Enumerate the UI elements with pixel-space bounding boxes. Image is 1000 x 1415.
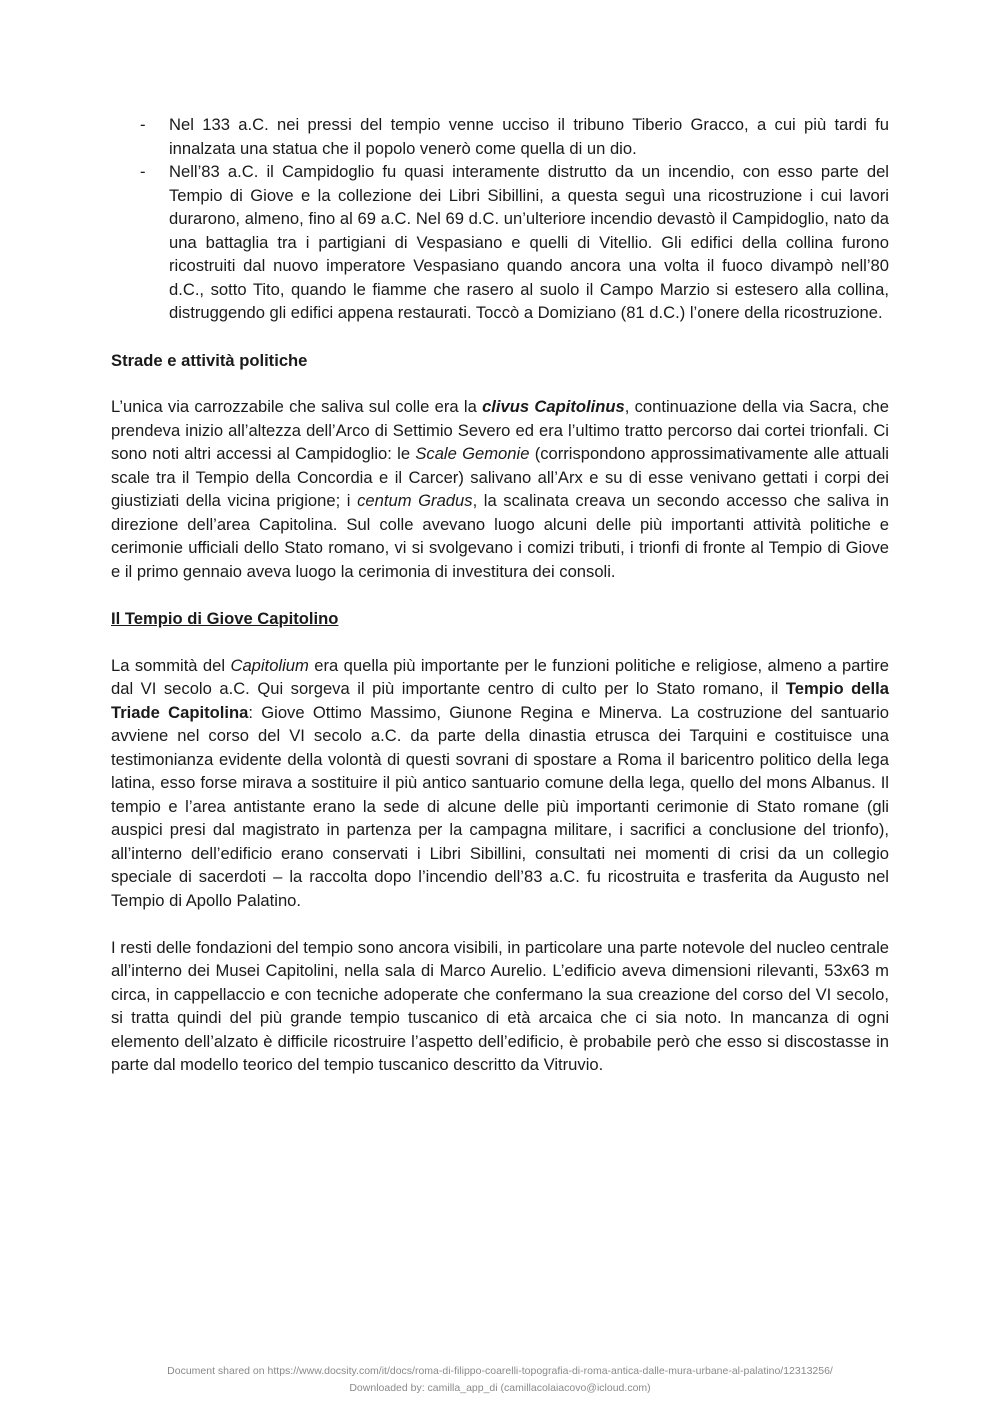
list-item-text: Nell’83 a.C. il Campidoglio fu quasi interamente distrutto da un incendio, con esso parte del Tempio di Giove e la collezione dei Libri Sibillini, a questa seguì una ricostruzione i cui lavori durarono, almeno, fino al 69 a.C. Nel 69 d.C. un’ulteriore incendio devastò il Campidoglio, nato da una battaglia tra i partigiani di Vespasiano e quelli di Vitellio. Gli edifici della collina furono ricostruiti dal nuovo imperatore Vespasiano quando ancora una volta il fuoco divampò nell’80 d.C., sotto Tito, quando le fiamme che rasero al suolo il Campo Marzio si estesero alla collina, distruggendo gli edifici appena restaurati. Toccò a Domiziano (81 d.C.) l’onere della ricostruzione. xyxy=(169,162,889,322)
paragraph-strade xyxy=(111,395,889,583)
bullet-dash: - xyxy=(140,162,146,181)
paragraph-tempio-2: I resti delle fondazioni del tempio sono ancora visibili, in particolare una parte notevole del nucleo centrale all’interno dei Musei Capitolini, nella sala di Marco Aurelio. L’edificio aveva dimensioni rilevanti, 53x63 m circa, in cappellaccio e con tecniche adoperate che confermano la sua creazione del corso del VI secolo, si tratta quindi del più grande tempio tuscanico di età arcaica che ci sia noto. In mancanza di ogni elemento dell’alzato è difficile ricostruire l’aspetto dell’edificio, è probabile però che esso si discostasse in parte dal modello teorico del tempio tuscanico descritto da Vitruvio. xyxy=(111,937,889,1074)
text-run: era quella più importante per le funzioni politiche e religiose, almeno a partire dal VI secolo a.C. Qui sorgeva il più importante centro di culto per lo Stato romano, il xyxy=(111,655,890,698)
list-item xyxy=(111,113,889,160)
text-run: (corrispondono approssimativamente alle attuali scale tra il Tempio della Concordia e il Carcer) salivano all’Arx e su di esse venivano gettati i corpi dei giustiziati della vicina prigione; i xyxy=(111,444,889,510)
document-page xyxy=(111,113,889,1100)
list-item-text: Nel 133 a.C. nei pressi del tempio venne ucciso il tribuno Tiberio Gracco, a cui più tardi fu innalzata una statua che il popolo venerò come quella di un dio. xyxy=(169,115,889,158)
list-item xyxy=(111,160,889,325)
section-heading-tempio: Il Tempio di Giove Capitolino xyxy=(111,609,339,628)
emphasis-scale-gemonie: Scale Gemonie xyxy=(415,444,530,463)
emphasis-capitolium: Capitolium xyxy=(230,655,309,675)
text-run: , la scalinata creava un secondo accesso che saliva in direzione dell’area Capitolina. Sul colle avevano luogo alcuni delle più importanti attività politiche e cerimonie ufficiali dello Stato romano, vi si svolgevano i comizi tributi, i trionfi di fronte al Tempio di Giove e il primo gennaio aveva luogo la cerimonia di investitura dei consoli. xyxy=(111,491,890,581)
emphasis-clivus: clivus Capitolinus xyxy=(482,397,625,416)
emphasis-triade: Tempio della Triade Capitolina xyxy=(111,679,889,722)
emphasis-centum-gradus: centum Gradus xyxy=(357,491,473,510)
bullet-list xyxy=(111,113,889,325)
text-run: : Giove Ottimo Massimo, Giunone Regina e Minerva. La costruzione del santuario avviene nel corso del VI secolo a.C. da parte della dinastia etrusca dei Tarquini e costituisce una testimonianza evidente della volontà di questi sovrani di spostare a Roma il baricentro politico della lega latina, esso forse mirava a sostituire il più antico santuario comune della lega, quello del mons Albanus. Il tempio e l’area antistante erano la sede di alcune delle più importanti cerimonie di Stato romane (gli auspici presi dal magistrato in partenza per la campagna militare, i sacrifici a conclusione del trionfo), all’interno dell’edificio erano conservati i Libri Sibillini, consultati nei momenti di crisi da un collegio speciale di sacerdoti – la raccolta dopo l’incendio dell’83 a.C. fu ricostruita e trasferita da Augusto nel Tempio di Apollo Palatino. xyxy=(111,702,889,910)
page-footer xyxy=(0,1363,1000,1397)
section-heading-strade: Strade e attività politiche xyxy=(111,350,308,370)
footer-downloaded-line: Downloaded by: camilla_app_di (camillacolaiacovo@icloud.com) xyxy=(349,1382,651,1394)
text-run: La sommità del xyxy=(111,655,231,675)
bullet-dash: - xyxy=(140,115,146,134)
footer-shared-line: Document shared on https://www.docsity.com/it/docs/roma-di-filippo-coarelli-topografia-di-roma-antica-dalle-mura-urbane-al-palatino/12313256/ xyxy=(167,1365,833,1377)
text-run: L’unica via carrozzabile che saliva sul colle era la xyxy=(111,397,483,416)
paragraph-tempio-1 xyxy=(111,654,889,913)
text-run: , continuazione della via Sacra, che prendeva inizio all’altezza dell’Arco di Settimio Severo ed era l’ultimo tratto percorso dai cortei trionfali. Ci sono noti altri accessi al Campidoglio: le xyxy=(111,397,889,463)
